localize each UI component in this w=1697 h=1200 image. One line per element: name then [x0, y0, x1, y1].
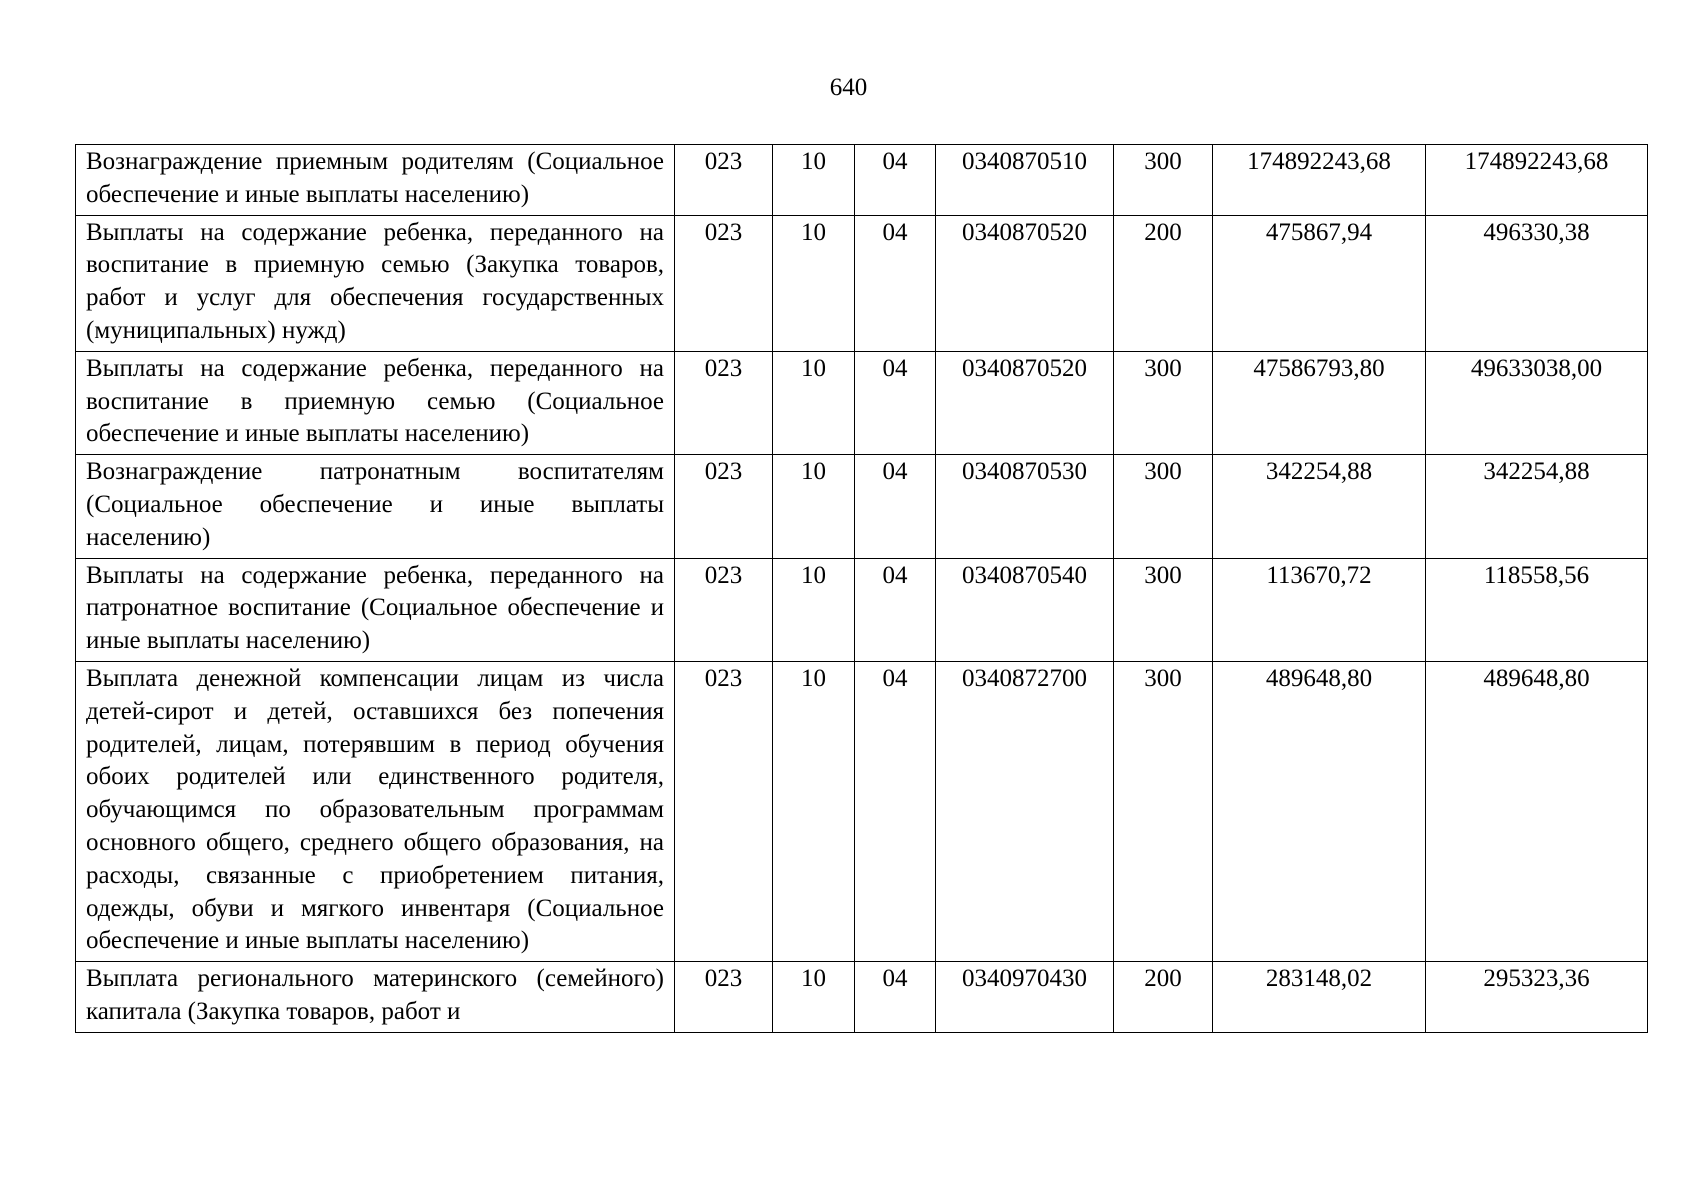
cell-description: Выплаты на содержание ребенка, переданного на воспитание в приемную семью (Социальное обеспечение и иные выплаты населению)	[76, 351, 675, 454]
cell-ministry-code: 023	[675, 215, 773, 351]
cell-expense-type: 300	[1114, 661, 1213, 961]
table-row	[76, 455, 1648, 558]
cell-amount-year-1: 283148,02	[1213, 962, 1426, 1033]
cell-target-article: 0340870540	[936, 558, 1114, 661]
cell-subsection: 04	[855, 558, 936, 661]
cell-amount-year-1: 342254,88	[1213, 455, 1426, 558]
cell-description: Выплата денежной компенсации лицам из числа детей-сирот и детей, оставшихся без попечения родителей, лицам, потерявшим в период обучения обоих родителей или единственного родителя, обучающимся по образовательным программам основного общего, среднего общего образования, на расходы, связанные с приобретением питания, одежды, обуви и мягкого инвентаря (Социальное обеспечение и иные выплаты населению)	[76, 661, 675, 961]
cell-description: Выплата регионального материнского (семейного) капитала (Закупка товаров, работ и	[76, 962, 675, 1033]
table-row	[76, 145, 1648, 216]
table-row	[76, 558, 1648, 661]
cell-amount-year-1: 475867,94	[1213, 215, 1426, 351]
cell-amount-year-2: 118558,56	[1426, 558, 1648, 661]
cell-ministry-code: 023	[675, 351, 773, 454]
cell-amount-year-1: 174892243,68	[1213, 145, 1426, 216]
cell-amount-year-1: 47586793,80	[1213, 351, 1426, 454]
cell-amount-year-2: 295323,36	[1426, 962, 1648, 1033]
table-row	[76, 962, 1648, 1033]
cell-target-article: 0340872700	[936, 661, 1114, 961]
cell-target-article: 0340870510	[936, 145, 1114, 216]
cell-subsection: 04	[855, 215, 936, 351]
cell-ministry-code: 023	[675, 455, 773, 558]
cell-target-article: 0340870530	[936, 455, 1114, 558]
cell-amount-year-2: 49633038,00	[1426, 351, 1648, 454]
budget-table	[75, 144, 1648, 1033]
cell-description: Выплаты на содержание ребенка, переданного на воспитание в приемную семью (Закупка товаров, работ и услуг для обеспечения государственных (муниципальных) нужд)	[76, 215, 675, 351]
cell-section: 10	[773, 215, 855, 351]
page-number: 640	[829, 74, 868, 101]
cell-subsection: 04	[855, 455, 936, 558]
cell-amount-year-2: 174892243,68	[1426, 145, 1648, 216]
cell-section: 10	[773, 962, 855, 1033]
cell-amount-year-2: 496330,38	[1426, 215, 1648, 351]
cell-subsection: 04	[855, 962, 936, 1033]
cell-expense-type: 300	[1114, 351, 1213, 454]
table-row	[76, 661, 1648, 961]
cell-expense-type: 300	[1114, 558, 1213, 661]
cell-ministry-code: 023	[675, 661, 773, 961]
cell-target-article: 0340870520	[936, 215, 1114, 351]
cell-subsection: 04	[855, 661, 936, 961]
cell-amount-year-2: 342254,88	[1426, 455, 1648, 558]
table-row	[76, 215, 1648, 351]
cell-ministry-code: 023	[675, 145, 773, 216]
cell-section: 10	[773, 145, 855, 216]
cell-section: 10	[773, 661, 855, 961]
cell-expense-type: 200	[1114, 962, 1213, 1033]
cell-subsection: 04	[855, 145, 936, 216]
table-row	[76, 351, 1648, 454]
cell-description: Вознаграждение патронатным воспитателям (Социальное обеспечение и иные выплаты населению)	[76, 455, 675, 558]
cell-section: 10	[773, 351, 855, 454]
cell-ministry-code: 023	[675, 558, 773, 661]
cell-amount-year-1: 489648,80	[1213, 661, 1426, 961]
cell-expense-type: 300	[1114, 455, 1213, 558]
cell-expense-type: 200	[1114, 215, 1213, 351]
cell-amount-year-2: 489648,80	[1426, 661, 1648, 961]
cell-section: 10	[773, 558, 855, 661]
cell-target-article: 0340870520	[936, 351, 1114, 454]
cell-expense-type: 300	[1114, 145, 1213, 216]
cell-target-article: 0340970430	[936, 962, 1114, 1033]
cell-amount-year-1: 113670,72	[1213, 558, 1426, 661]
cell-description: Вознаграждение приемным родителям (Социальное обеспечение и иные выплаты населению)	[76, 145, 675, 216]
budget-table-body	[76, 145, 1648, 1033]
cell-ministry-code: 023	[675, 962, 773, 1033]
cell-description: Выплаты на содержание ребенка, переданного на патронатное воспитание (Социальное обеспечение и иные выплаты населению)	[76, 558, 675, 661]
cell-section: 10	[773, 455, 855, 558]
cell-subsection: 04	[855, 351, 936, 454]
